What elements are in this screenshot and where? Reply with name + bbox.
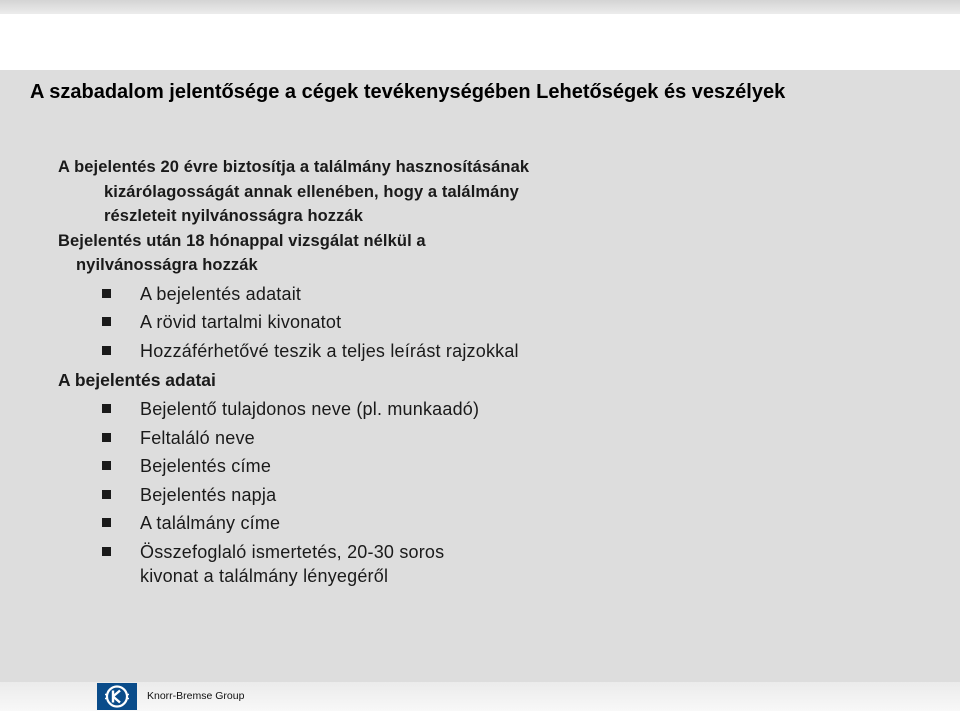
slide-body [58, 155, 918, 592]
list-item: Feltaláló neve [58, 426, 918, 450]
square-bullet-icon [102, 289, 111, 298]
slide-title: A szabadalom jelentősége a cégek tevékenységében Lehetőségek és veszélyek [30, 81, 786, 103]
publication-list [58, 282, 918, 363]
square-bullet-icon [102, 404, 111, 413]
square-bullet-icon [102, 547, 111, 556]
top-strip [0, 0, 960, 14]
square-bullet-icon [102, 433, 111, 442]
list-item: Bejelentés címe [58, 454, 918, 478]
company-name: Knorr-Bremse Group [147, 690, 245, 702]
list-item: A bejelentés adatait [58, 282, 918, 306]
list-item: Bejelentő tulajdonos neve (pl. munkaadó) [58, 397, 918, 421]
list-item: Bejelentés napja [58, 483, 918, 507]
paragraph-publication: Bejelentés után 18 hónappal vizsgálat nélkül a nyilvánosságra hozzák [58, 231, 426, 274]
square-bullet-icon [102, 346, 111, 355]
knorr-bremse-logo-icon [97, 683, 137, 710]
section-heading: A bejelentés adatai [58, 370, 216, 390]
square-bullet-icon [102, 518, 111, 527]
list-item: A találmány címe [58, 511, 918, 535]
square-bullet-icon [102, 490, 111, 499]
list-item: Hozzáférhetővé teszik a teljes leírást rajzokkal [58, 339, 918, 363]
square-bullet-icon [102, 317, 111, 326]
application-data-list [58, 397, 918, 588]
paragraph-patent-term: A bejelentés 20 évre biztosítja a találmány hasznosításának kizárólagosságát annak ellenében, hogy a találmány részleteit nyilvánosságra hozzák [58, 158, 530, 225]
list-item: A rövid tartalmi kivonatot [58, 310, 918, 334]
footer-strip [0, 682, 960, 711]
list-item: Összefoglaló ismertetés, 20-30 soros kivonat a találmány lényegéről [58, 540, 500, 588]
square-bullet-icon [102, 461, 111, 470]
